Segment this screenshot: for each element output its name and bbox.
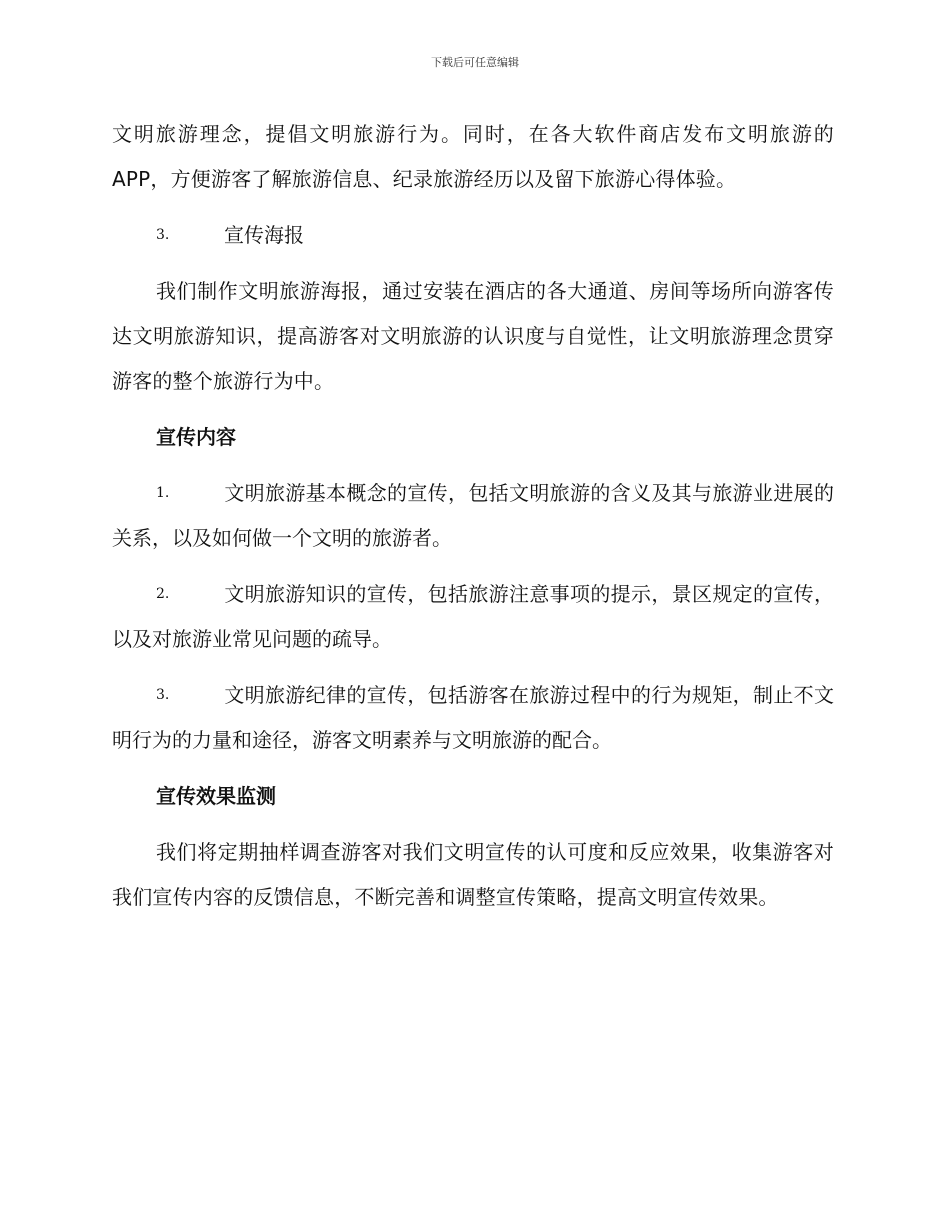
list-item-text: 文明旅游基本概念的宣传，包括文明旅游的含义及其与旅游业进展的关系，以及如何做一个文明的旅游者。 [112,481,834,550]
list-item-title: 宣传海报 [224,223,304,247]
list-item-content-1 [112,471,834,561]
list-item-text: 文明旅游纪律的宣传，包括游客在旅游过程中的行为规矩，制止不文明行为的力量和途径，游客文明素养与文明旅游的配合。 [112,683,834,752]
intro-continuation-paragraph: 文明旅游理念，提倡文明旅游行为。同时，在各大软件商店发布文明旅游的APP，方便游客了解旅游信息、纪录旅游经历以及留下旅游心得体验。 [112,122,834,191]
page-header-note: 下载后可任意编辑 [431,56,519,69]
list-number: 3. [156,687,170,703]
section-heading-content: 宣传内容 [156,425,236,449]
document-body [112,112,834,920]
effect-paragraph: 我们将定期抽样调查游客对我们文明宣传的认可度和反应效果，收集游客对我们宣传内容的反馈信息，不断完善和调整宣传策略，提高文明宣传效果。 [112,840,834,909]
list-number: 1. [156,485,170,501]
list-number: 3. [156,227,170,243]
list-item-content-3 [112,673,834,763]
list-item-text: 文明旅游知识的宣传，包括旅游注意事项的提示，景区规定的宣传，以及对旅游业常见问题的疏导。 [112,582,834,651]
section-heading-effect: 宣传效果监测 [156,784,276,808]
list-number: 2. [156,586,170,602]
poster-paragraph: 我们制作文明旅游海报，通过安装在酒店的各大通道、房间等场所向游客传达文明旅游知识，提高游客对文明旅游的认识度与自觉性，让文明旅游理念贯穿游客的整个旅游行为中。 [112,279,834,393]
list-item-content-2 [112,572,834,662]
list-item-poster-title [112,213,834,258]
